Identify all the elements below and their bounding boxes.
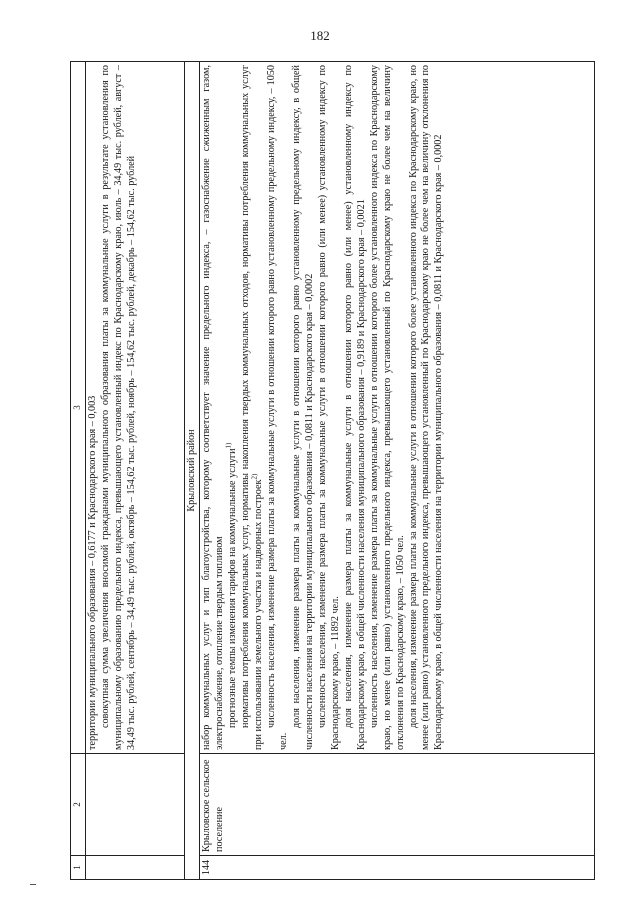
- header-col-1: 1: [71, 856, 86, 880]
- scan-mark: [30, 884, 36, 885]
- footnote-1-mark: 1): [224, 442, 233, 449]
- prev-paragraph-2: совокупная сумма увеличения вносимой гражданами муниципального образования платы за коммунальные услуги в результате установления по муниципальному образованию предельного индекса, превышающего установленный индекс по Краснодарскому краю, июль – 34,49 тыс. рублей, август – 34,49 тыс. рублей, сентябрь – 34,49 тыс. рублей, октябрь – 154,62 тыс. рублей, ноябрь – 154,62 тыс. рублей, декабрь – 154,62 тыс. рублей: [99, 65, 137, 750]
- entry-paragraph-3-text: нормативы потребления коммунальных услуг, нормативы накопления твердых коммунальных отходов, нормативы потребления коммунальных услуг при использовании земельного участка и надворных построек: [239, 65, 264, 750]
- district-row: [185, 62, 200, 880]
- continued-row: [86, 62, 185, 880]
- continued-name-cell: [86, 754, 185, 856]
- continued-number-cell: [86, 856, 185, 880]
- entry-paragraph-7: доля населения, изменение размера платы за коммунальные услуги в отношении которого равно (или менее) установленному индексу по Краснодарскому краю, в общей численности населения муниципального образования – 0,9189 и Краснодарского края – 0,0021: [342, 65, 367, 750]
- entry-name: Крыловское сельское поселение: [200, 754, 595, 856]
- entry-paragraph-1: набор коммунальных услуг и тип благоустройства, которому соответствует значение предельного индекса, – газоснабжение сжиженным газом, электроснабжение, отопление твердым топливом: [201, 65, 225, 750]
- rotated-content: [70, 62, 595, 880]
- entry-paragraph-9: доля населения, изменение размера платы за коммунальные услуги в отношении которого более установленного индекса по Краснодарскому краю, но менее (или равно) установленного предельного индекса, превышающего установленный по Краснодарскому краю не более чем на величину отклонения по Краснодарскому краю, в общей численности населения на территории муниципального образования – 0,0811 и Краснодарского края – 0,0002: [407, 65, 445, 750]
- entry-text-cell: [200, 62, 595, 754]
- continued-text-cell: [86, 62, 185, 754]
- entry-row: [200, 62, 595, 880]
- entry-paragraph-3: [240, 65, 266, 750]
- header-row: [71, 62, 86, 880]
- header-col-2: 2: [71, 754, 86, 856]
- prev-paragraph-1: территории муниципального образования – 0,6177 и Краснодарского края – 0,003: [87, 395, 98, 750]
- rotated-table-frame: [70, 62, 595, 880]
- entry-number: 144: [200, 856, 595, 880]
- entry-paragraph-6: численность населения, изменение размера платы за коммунальные услуги в отношении которого равно (или менее) установленному индексу по Краснодарскому краю, – 11892 чел.: [317, 65, 342, 750]
- page-number: 182: [310, 28, 330, 43]
- entry-paragraph-2: [224, 65, 240, 750]
- header-col-3: 3: [71, 62, 86, 754]
- footnote-2-mark: 2): [250, 473, 259, 480]
- entry-paragraph-5: доля населения, изменение размера платы за коммунальные услуги в отношении которого равно установленному предельному индексу, в общей численности населения на территории муниципального образования – 0,0811 и Краснодарского края – 0,0002: [291, 65, 316, 750]
- district-heading: Крыловский район: [185, 62, 200, 880]
- entry-paragraph-4: численность населения, изменение размера платы за коммунальные услуги в отношении которого равно установленному предельному индексу, – 1050 чел.: [265, 65, 290, 750]
- tariff-table: [70, 61, 595, 880]
- entry-paragraph-8: численность населения, изменение размера платы за коммунальные услуги в отношении которого более установленного индекса по Краснодарскому краю, но менее (или равно) установленного предельного индекса, превышающего установленный по Краснодарскому краю не более чем на величину отклонения по Краснодарскому краю, – 1050 чел.: [368, 65, 406, 750]
- entry-paragraph-2-text: прогнозные темпы изменения тарифов на коммунальные услуги: [226, 448, 238, 728]
